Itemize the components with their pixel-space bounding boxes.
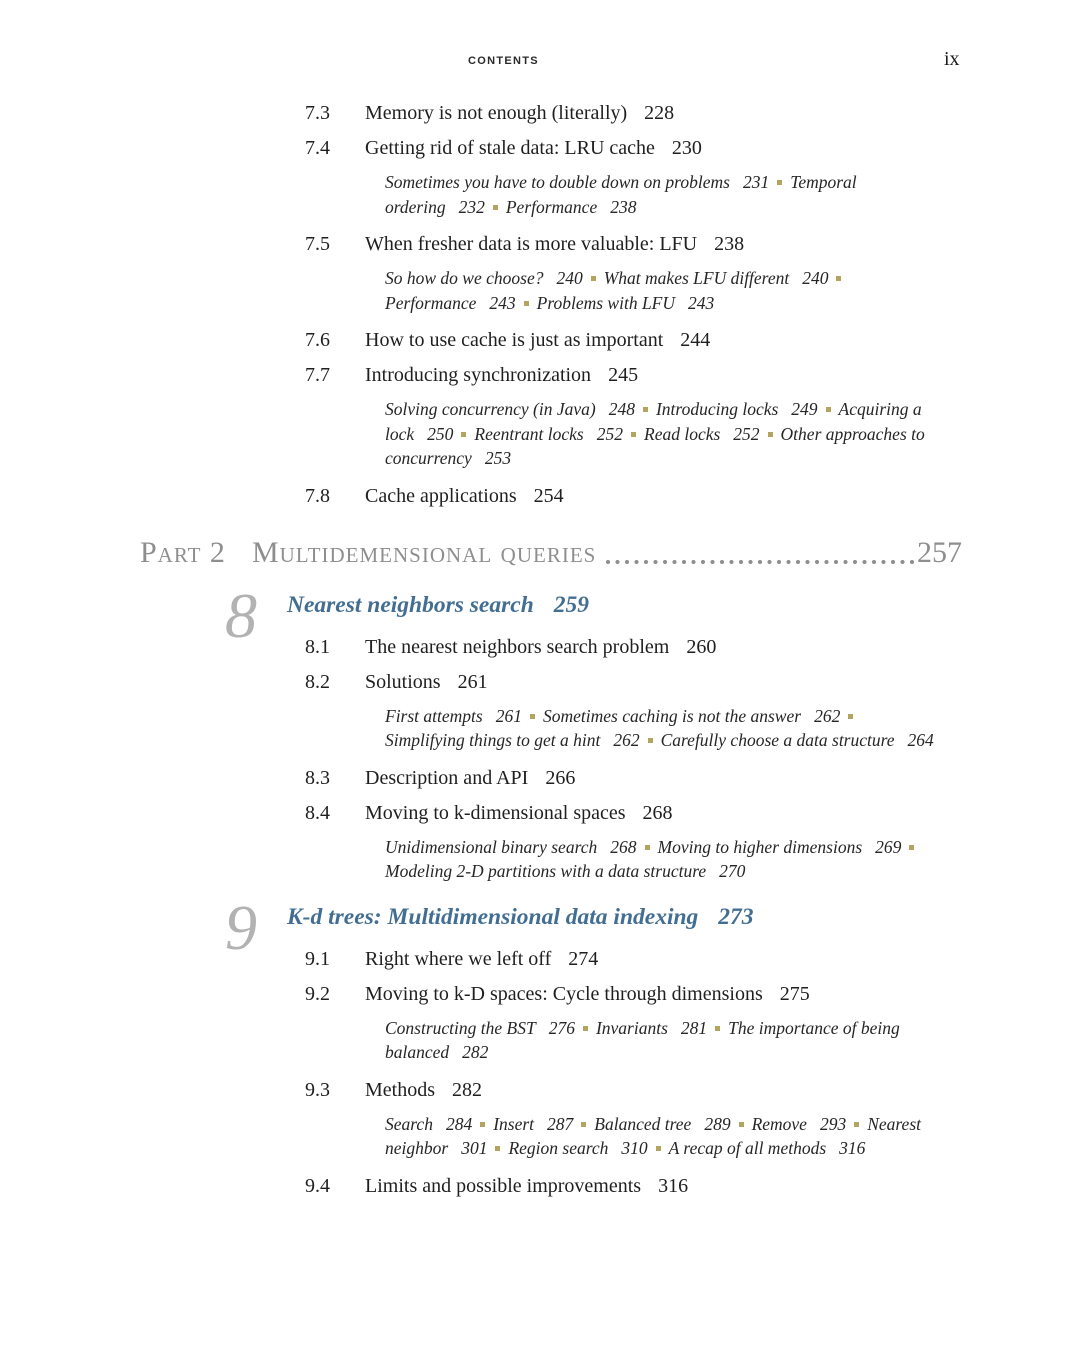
subsection-title: Problems with LFU: [536, 292, 676, 313]
subsection-title: Balanced tree: [594, 1113, 692, 1134]
subsection-title: Modeling 2-D partitions with a data structure: [385, 861, 707, 881]
subsection-title: Carefully choose a data structure: [660, 730, 895, 750]
section-number: 9.2: [305, 982, 330, 1005]
section-number: 7.6: [305, 329, 330, 351]
toc-entry: [0, 483, 1080, 509]
bullet-separator-icon: [524, 301, 529, 306]
section-title: How to use cache is just as important: [365, 329, 664, 351]
running-header-title: CONTENTS: [468, 55, 539, 67]
section-number: 8.3: [305, 766, 330, 789]
section-number: 7.7: [305, 364, 330, 386]
subsection-title: First attempts: [385, 705, 483, 726]
toc-entry: [0, 634, 1080, 660]
bullet-separator-icon: [591, 276, 596, 281]
subsection-page-number: 243: [688, 292, 715, 313]
toc-subsections: [385, 1016, 937, 1065]
subsection-item: [385, 837, 637, 857]
subsection-page-number: 293: [819, 1113, 847, 1134]
section-title: Methods: [365, 1078, 435, 1101]
section-page-number: 230: [671, 137, 702, 159]
subsection-title: Performance: [505, 196, 598, 217]
toc-entry-line: [305, 135, 1020, 161]
toc-entry-line: [305, 981, 1020, 1007]
subsection-item: [644, 424, 760, 444]
bullet-separator-icon: [854, 1122, 859, 1127]
toc-entry-line: [305, 362, 1020, 388]
bullet-separator-icon: [631, 432, 636, 437]
section-number: 8.2: [305, 670, 330, 693]
bullet-separator-icon: [777, 180, 782, 185]
subsection-page-number: 243: [489, 292, 516, 313]
section-page-number: 260: [686, 635, 717, 658]
subsection-page-number: 281: [680, 1017, 708, 1038]
subsection-title: Insert: [493, 1113, 535, 1134]
section-title: The nearest neighbors search problem: [365, 635, 670, 658]
subsection-title: Reentrant locks: [474, 423, 584, 444]
bullet-separator-icon: [656, 1146, 661, 1151]
subsection-item: [661, 730, 934, 750]
subsection-title: Simplifying things to get a hint: [385, 730, 601, 750]
subsection-title: Temporal ordering: [385, 172, 857, 217]
bullet-separator-icon: [645, 845, 650, 850]
subsection-title: Unidimensional binary search: [385, 836, 598, 857]
section-title: When fresher data is more valuable: LFU: [365, 233, 698, 255]
toc-entry: [0, 946, 1080, 972]
subsection-item: [594, 1114, 730, 1134]
section-number: 7.4: [305, 137, 330, 159]
toc-entry-line: [305, 634, 1020, 660]
bullet-separator-icon: [768, 432, 773, 437]
section-title: Moving to k-dimensional spaces: [365, 801, 626, 824]
subsection-page-number: 264: [907, 730, 934, 750]
section-number: 7.8: [305, 484, 330, 507]
subsection-title: Read locks: [644, 423, 721, 444]
subsection-page-number: 289: [704, 1113, 731, 1134]
subsection-item: [506, 197, 637, 217]
bullet-separator-icon: [581, 1122, 586, 1127]
toc-subsections: [385, 835, 937, 884]
subsection-title: Sometimes you have to double down on problems: [385, 172, 730, 192]
section-page-number: 274: [568, 947, 599, 970]
bullet-separator-icon: [909, 845, 914, 850]
subsection-page-number: 276: [548, 1017, 575, 1038]
subsection-page-number: 268: [610, 836, 637, 857]
toc-content: [0, 100, 1080, 1208]
toc-entry: [0, 669, 1080, 753]
subsection-title: So how do we choose?: [385, 268, 544, 288]
subsection-title: A recap of all methods: [668, 1138, 827, 1158]
page-folio: ix: [944, 48, 960, 70]
subsection-title: Remove: [751, 1113, 807, 1134]
subsection-title: Moving to higher dimensions: [657, 836, 863, 857]
subsection-page-number: 253: [484, 448, 512, 468]
section-title: Moving to k-D spaces: Cycle through dimensions: [365, 982, 763, 1005]
bullet-separator-icon: [715, 1026, 720, 1031]
chapter-title: Nearest neighbors search: [287, 591, 534, 618]
section-page-number: 316: [658, 1174, 689, 1197]
subsection-page-number: 261: [495, 705, 522, 726]
toc-entry-line: [305, 1077, 1020, 1103]
section-page-number: 238: [714, 233, 745, 255]
toc-entry-line: [305, 946, 1020, 972]
subsection-item: [658, 837, 902, 857]
subsection-title: Introducing locks: [655, 399, 779, 419]
bullet-separator-icon: [643, 407, 648, 412]
subsection-item: [385, 861, 745, 881]
section-title: Description and API: [365, 766, 529, 789]
subsection-item: [385, 293, 516, 313]
subsection-page-number: 249: [791, 399, 818, 419]
section-number: 9.4: [305, 1174, 330, 1197]
subsection-item: [493, 1114, 573, 1134]
toc-entry-line: [305, 800, 1020, 826]
subsection-title: Nearest neighbor: [385, 1113, 921, 1158]
section-number: 8.1: [305, 635, 330, 658]
toc-entry: [0, 362, 1080, 471]
subsection-title: Solving concurrency (in Java): [385, 399, 596, 419]
section-page-number: 261: [457, 670, 488, 693]
section-number: 7.5: [305, 233, 330, 255]
subsection-item: [669, 1138, 866, 1158]
subsection-page-number: 284: [445, 1113, 473, 1134]
chapter-page-number: 273: [718, 903, 754, 930]
bullet-separator-icon: [826, 407, 831, 412]
section-page-number: 266: [545, 766, 576, 789]
toc-entry: [0, 135, 1080, 219]
subsection-title: Sometimes caching is not the answer: [542, 705, 802, 726]
subsection-page-number: 238: [610, 196, 637, 217]
subsection-page-number: 262: [613, 730, 640, 750]
subsection-item: [385, 706, 522, 726]
dot-leader-icon: [604, 558, 916, 566]
toc-subsections: [385, 704, 937, 753]
subsection-item: [537, 293, 715, 313]
section-page-number: 268: [642, 801, 673, 824]
subsection-page-number: 270: [719, 861, 746, 881]
toc-entry-line: [305, 327, 1020, 353]
part-label: Part 2: [140, 535, 226, 569]
toc-entry-line: [305, 765, 1020, 791]
part-title: Multidemensional queries: [251, 535, 597, 569]
subsection-item: [543, 706, 840, 726]
section-number: 9.3: [305, 1078, 330, 1101]
subsection-item: [596, 1018, 707, 1038]
subsection-item: [508, 1138, 647, 1158]
bullet-separator-icon: [583, 1026, 588, 1031]
subsection-page-number: 248: [608, 399, 635, 419]
subsection-page-number: 316: [839, 1138, 866, 1158]
toc-entry: [0, 100, 1080, 126]
subsection-page-number: 269: [875, 836, 902, 857]
subsection-page-number: 262: [814, 705, 841, 726]
subsection-item: [385, 1018, 575, 1038]
toc-entry-line: [305, 669, 1020, 695]
subsection-page-number: 250: [427, 423, 454, 444]
bullet-separator-icon: [848, 714, 853, 719]
subsection-title: Acquiring a lock: [385, 399, 922, 444]
chapter-page-number: 259: [553, 591, 590, 618]
section-title: Limits and possible improvements: [365, 1174, 642, 1197]
subsection-title: Region search: [508, 1138, 609, 1158]
subsection-page-number: 232: [458, 196, 485, 217]
subsection-page-number: 240: [802, 268, 829, 288]
subsection-title: Constructing the BST: [385, 1017, 536, 1038]
bullet-separator-icon: [648, 738, 653, 743]
subsection-item: [385, 399, 635, 419]
toc-entry: [0, 231, 1080, 315]
bullet-separator-icon: [836, 276, 841, 281]
bullet-separator-icon: [739, 1122, 744, 1127]
toc-entry-line: [305, 1173, 1020, 1199]
toc-entry: [0, 981, 1080, 1065]
chapter-title: K-d trees: Multidimensional data indexing: [287, 903, 699, 930]
subsection-item: [752, 1114, 847, 1134]
toc-subsections: [385, 397, 937, 471]
part-page-number: 257: [917, 535, 962, 569]
section-page-number: 275: [779, 982, 810, 1005]
subsection-page-number: 282: [462, 1042, 489, 1062]
subsection-page-number: 310: [621, 1138, 648, 1158]
chapter-numeral: 9: [225, 891, 257, 963]
section-page-number: 245: [608, 364, 639, 386]
subsection-title: What makes LFU different: [603, 268, 790, 288]
section-page-number: 244: [680, 329, 711, 351]
section-title: Right where we left off: [365, 947, 552, 970]
subsection-title: Other approaches to concurrency: [385, 423, 925, 468]
subsection-item: [385, 1114, 472, 1134]
toc-subsections: [385, 170, 937, 219]
toc-entry-line: [305, 231, 1020, 257]
bullet-separator-icon: [495, 1146, 500, 1151]
toc-entry: [0, 765, 1080, 791]
part-heading: [140, 536, 962, 570]
subsection-item: [385, 268, 583, 288]
toc-entry: [0, 327, 1080, 353]
subsection-title: Search: [385, 1113, 433, 1134]
toc-entry: [0, 1173, 1080, 1199]
bullet-separator-icon: [480, 1122, 485, 1127]
subsection-title: Invariants: [595, 1017, 668, 1038]
section-page-number: 254: [533, 484, 564, 507]
section-number: 8.4: [305, 801, 330, 824]
subsection-item: [385, 172, 769, 192]
subsection-title: The importance of being balanced: [385, 1017, 900, 1062]
subsection-page-number: 301: [461, 1138, 488, 1158]
section-title: Cache applications: [365, 484, 517, 507]
subsection-page-number: 240: [556, 268, 583, 288]
section-title: Getting rid of stale data: LRU cache: [365, 137, 655, 159]
toc-entry: [0, 800, 1080, 884]
toc-subsections: [385, 1112, 937, 1161]
toc-entry-line: [305, 483, 1020, 509]
subsection-page-number: 231: [742, 172, 770, 192]
subsection-page-number: 287: [547, 1113, 574, 1134]
section-number: 9.1: [305, 947, 330, 970]
subsection-item: [385, 730, 640, 750]
section-title: Memory is not enough (literally): [365, 102, 628, 124]
section-page-number: 282: [452, 1078, 482, 1101]
toc-subsections: [385, 266, 937, 315]
section-title: Introducing synchronization: [365, 364, 592, 386]
subsection-item: [604, 268, 829, 288]
toc-entry: [0, 1077, 1080, 1161]
section-page-number: 228: [644, 102, 675, 124]
chapter-numeral: 8: [225, 579, 257, 651]
subsection-item: [656, 399, 818, 419]
bullet-separator-icon: [530, 714, 535, 719]
subsection-item: [474, 424, 623, 444]
section-title: Solutions: [365, 670, 441, 693]
bullet-separator-icon: [461, 432, 466, 437]
section-number: 7.3: [305, 102, 330, 124]
subsection-page-number: 252: [596, 423, 623, 444]
bullet-separator-icon: [493, 205, 498, 210]
toc-entry-line: [305, 100, 1020, 126]
subsection-title: Performance: [385, 292, 477, 313]
subsection-page-number: 252: [733, 423, 760, 444]
